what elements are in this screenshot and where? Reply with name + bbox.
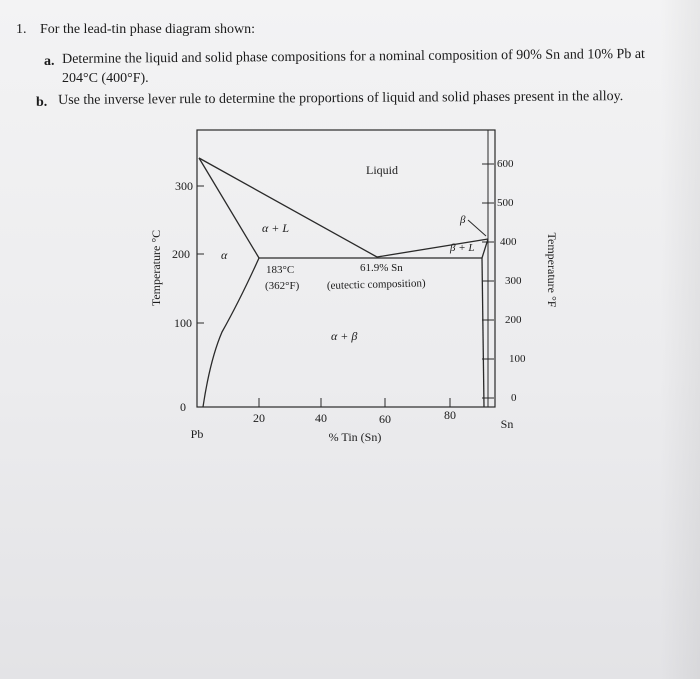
part-b-text: Use the inverse lever rule to determine the proportions of liquid and solid phases present in the alloy. (58, 89, 624, 108)
solidus-left (199, 158, 259, 258)
right-tick-0: 0 (511, 392, 517, 404)
x-axis-ticks (259, 398, 450, 407)
x-tick-60: 60 (379, 412, 391, 426)
label-beta-plus-liquid: β + L (450, 242, 475, 254)
sn-endpoint-label: Sn (500, 417, 514, 431)
x-axis-label: % Tin (Sn) (328, 430, 382, 444)
label-beta: β (460, 214, 466, 226)
left-tick-200: 200 (172, 247, 190, 261)
pb-endpoint-label: Pb (190, 427, 204, 441)
question-number: 1. (16, 22, 27, 37)
label-liquid: Liquid (366, 163, 398, 177)
right-tick-400: 400 (500, 236, 517, 248)
label-alpha-plus-beta: α + β (331, 329, 358, 343)
part-a-text-line1: Determine the liquid and solid phase compositions for a nominal composition of 90% Sn and 10% Pb at (62, 46, 645, 67)
right-tick-100: 100 (509, 353, 526, 365)
left-axis-label: Temperature °C (149, 229, 163, 307)
left-tick-100: 100 (174, 316, 192, 330)
beta-pointer (468, 220, 486, 236)
x-tick-20: 20 (253, 411, 265, 425)
liquidus-left (199, 158, 377, 257)
plot-frame (197, 130, 495, 407)
label-alpha: α (221, 248, 228, 262)
right-tick-300: 300 (505, 275, 522, 287)
right-axis-label: Temperature °F (545, 232, 559, 308)
left-tick-300: 300 (175, 179, 193, 193)
alpha-solvus (203, 258, 259, 407)
part-a-label: a. (44, 54, 55, 69)
question-intro: For the lead-tin phase diagram shown: (40, 22, 256, 37)
right-tick-600: 600 (497, 158, 514, 170)
x-tick-80: 80 (444, 408, 456, 422)
label-alpha-plus-liquid: α + L (262, 221, 290, 235)
eutectic-temp-f: (362°F) (265, 280, 300, 292)
right-tick-200: 200 (505, 314, 522, 326)
part-a-text-line2: 204°C (400°F). (62, 71, 149, 86)
beta-solvus (482, 258, 484, 407)
left-axis-ticks (197, 186, 204, 407)
left-tick-0: 0 (180, 400, 186, 414)
eutectic-composition: 61.9% Sn (360, 262, 403, 274)
eutectic-note: (eutectic composition) (326, 277, 426, 292)
right-tick-500: 500 (497, 197, 514, 209)
eutectic-temp-c: 183°C (266, 264, 295, 276)
x-tick-40: 40 (315, 411, 327, 425)
part-b-label: b. (36, 95, 48, 110)
